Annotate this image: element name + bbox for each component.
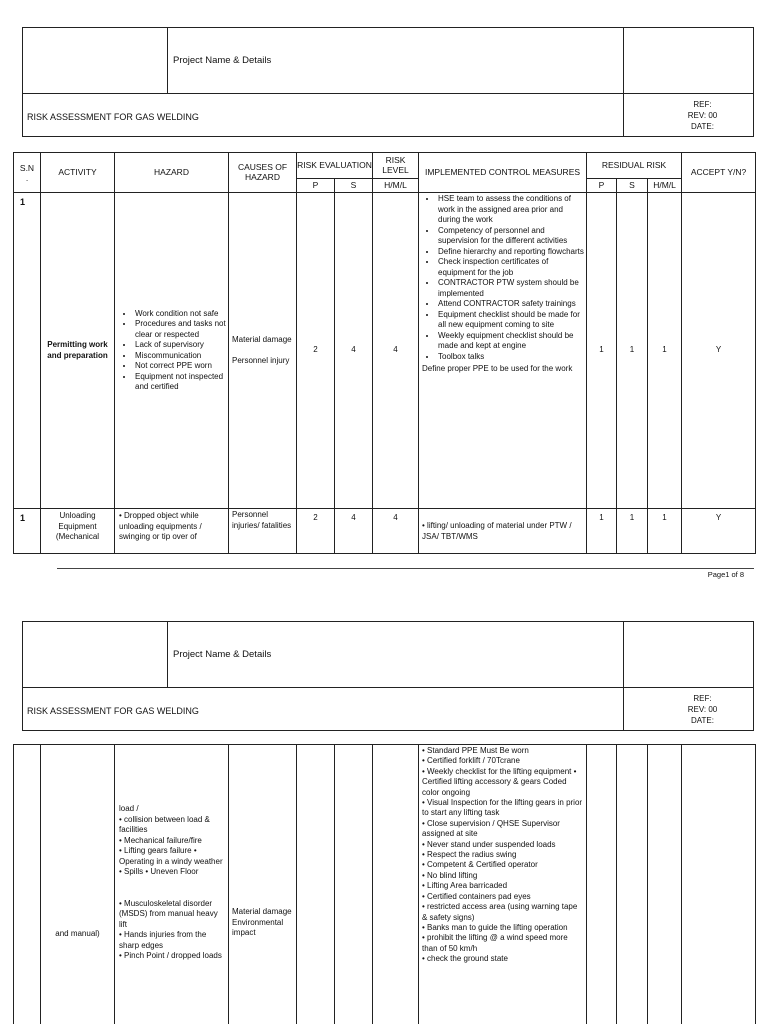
rev-label: REV: 00 xyxy=(687,704,718,714)
row-res-hml: 1 xyxy=(648,193,682,509)
ref-block xyxy=(624,94,754,137)
control-item: • Close supervision / QHSE Supervisor assigned at site xyxy=(422,818,560,839)
row-s xyxy=(335,745,373,1024)
control-item: • Weekly checklist for the lifting equipment • Certified lifting accessory & gears Coded color ongoing xyxy=(422,766,577,797)
project-name: Project Name & Details xyxy=(168,622,624,688)
table-row xyxy=(14,193,756,509)
hazard-item: • Work condition not safe xyxy=(134,309,228,320)
row-accept: Y xyxy=(682,193,756,509)
table-row xyxy=(14,509,756,554)
header-s: S xyxy=(335,179,373,193)
row-controls: • lifting/ unloading of material under PTW / JSA/ TBT/WMS xyxy=(419,509,587,554)
header-residual-risk: RESIDUAL RISK xyxy=(587,153,682,179)
hazard-item: • Miscommunication xyxy=(134,351,228,362)
header-p: P xyxy=(297,179,335,193)
control-item: • Equipment checklist should be made for all new equipment coming to site xyxy=(437,310,584,331)
header-res-p: P xyxy=(587,179,617,193)
control-item: • Weekly equipment checklist should be made and kept at engine xyxy=(437,331,584,352)
control-item: • HSE team to assess the conditions of work in the assigned area prior and during the work xyxy=(437,194,584,226)
header-activity: ACTIVITY xyxy=(41,153,115,193)
controls-note: Define proper PPE to be used for the work xyxy=(422,364,573,373)
row-res-p: 1 xyxy=(587,193,617,509)
row-activity: Unloading Equipment (Mechanical xyxy=(41,509,115,554)
row-p xyxy=(297,745,335,1024)
hazard-item: • Equipment not inspected and certified xyxy=(134,372,228,393)
hazard-item: • Hands injuries from the sharp edges xyxy=(119,930,207,950)
risk-table-continued xyxy=(13,744,756,1024)
row-res-s: 1 xyxy=(617,509,648,554)
control-item: • Visual Inspection for the lifting gears in prior to start any lifting task xyxy=(422,798,583,818)
control-item: • Standard PPE Must Be worn xyxy=(422,746,529,755)
document-header-page2 xyxy=(22,621,754,731)
ref-block xyxy=(624,688,754,731)
control-item: • Check inspection certificates of equipment for the job xyxy=(437,257,584,278)
header-risk-evaluation: RISK EVALUATION xyxy=(297,153,373,179)
logo-cell xyxy=(23,622,168,688)
row-causes: Material damage Environmental impact xyxy=(229,745,297,1024)
control-item: • Competent & Certified operator xyxy=(422,860,538,870)
hazard-item: load / xyxy=(119,804,139,813)
hazard-item: • collision between load & facilities xyxy=(119,814,210,834)
header-blank-cell xyxy=(624,622,754,688)
logo-cell xyxy=(23,28,168,94)
date-label: DATE: xyxy=(691,715,714,725)
project-name: Project Name & Details xyxy=(168,28,624,94)
row-sn: 1 xyxy=(14,193,41,509)
control-item: • Define hierarchy and reporting flowcharts xyxy=(437,247,584,258)
control-item: • Lifting Area barricaded xyxy=(422,881,508,891)
row-sn: 1 xyxy=(14,509,41,554)
row-hazards xyxy=(115,745,229,1024)
row-controls xyxy=(419,745,587,1024)
ref-label: REF: xyxy=(693,99,712,109)
control-item: • prohibit the lifting @ a wind speed more than of 50 km/h xyxy=(422,933,568,953)
control-item: • restricted access area (using warning tape & safety signs) xyxy=(422,902,578,922)
date-label: DATE: xyxy=(691,121,714,131)
header-controls: IMPLEMENTED CONTROL MEASURES xyxy=(419,153,587,193)
row-hazards xyxy=(115,193,229,509)
control-item: • No blind lifting xyxy=(422,870,478,880)
hazard-item: • Mechanical failure/fire xyxy=(119,835,202,845)
control-item: • Certified forklift / 70Tcrane xyxy=(422,756,520,766)
row-causes: Material damage Personnel injury xyxy=(229,193,297,509)
row-controls xyxy=(419,193,587,509)
risk-table xyxy=(13,152,756,554)
document-title: RISK ASSESSMENT FOR GAS WELDING xyxy=(23,94,624,137)
header-sn: S.N . xyxy=(14,153,41,193)
rev-label: REV: 00 xyxy=(687,110,718,120)
control-item: • Certified containers pad eyes xyxy=(422,891,531,901)
page2-table-clip xyxy=(13,744,756,1024)
page-number: Page1 of 8 xyxy=(707,570,744,579)
ref-label: REF: xyxy=(693,693,712,703)
hazard-item: • Lifting gears failure • Operating in a windy weather • Spills • Uneven Floor xyxy=(119,846,223,876)
row-activity: Permitting work and preparation xyxy=(41,193,115,509)
control-item: • Competency of personnel and supervision for the different activities xyxy=(437,226,584,247)
row-activity: and manual) xyxy=(41,745,115,1024)
hazard-item: • Musculoskeletal disorder (MSDS) from manual heavy lift xyxy=(119,898,218,929)
control-item: • Attend CONTRACTOR safety trainings xyxy=(437,299,584,310)
hazard-item: • Procedures and tasks not clear or respected xyxy=(134,319,228,340)
table-row xyxy=(14,745,756,1024)
row-res-p: 1 xyxy=(587,509,617,554)
hazard-item: • Lack of supervisory xyxy=(134,340,228,351)
row-res-hml: 1 xyxy=(648,509,682,554)
control-item: • check the ground state xyxy=(422,954,508,964)
row-accept: Y xyxy=(682,509,756,554)
row-p: 2 xyxy=(297,509,335,554)
header-res-hml: H/M/L xyxy=(648,179,682,193)
row-s: 4 xyxy=(335,509,373,554)
row-res-s xyxy=(617,745,648,1024)
row-level: 4 xyxy=(373,193,419,509)
row-p: 2 xyxy=(297,193,335,509)
row-accept xyxy=(682,745,756,1024)
header-causes: CAUSES OF HAZARD xyxy=(229,153,297,193)
header-risk-level: RISK LEVEL xyxy=(373,153,419,179)
header-res-s: S xyxy=(617,179,648,193)
header-hml: H/M/L xyxy=(373,179,419,193)
control-item: • Banks man to guide the lifting operation xyxy=(422,922,568,932)
control-item: • Respect the radius swing xyxy=(422,850,517,860)
row-hazards: • Dropped object while unloading equipments / swinging or tip over of xyxy=(115,509,229,554)
control-item: • Never stand under suspended loads xyxy=(422,839,556,849)
row-level xyxy=(373,745,419,1024)
header-hazard: HAZARD xyxy=(115,153,229,193)
row-causes: Personnel injuries/ fatalities xyxy=(229,509,297,554)
row-s: 4 xyxy=(335,193,373,509)
control-item: • Toolbox talks xyxy=(437,352,584,363)
header-accept: ACCEPT Y/N? xyxy=(682,153,756,193)
hazard-item: • Pinch Point / dropped loads xyxy=(119,951,222,960)
row-res-hml xyxy=(648,745,682,1024)
row-level: 4 xyxy=(373,509,419,554)
row-res-p xyxy=(587,745,617,1024)
document-header xyxy=(22,27,754,137)
control-item: • CONTRACTOR PTW system should be implemented xyxy=(437,278,584,299)
row-res-s: 1 xyxy=(617,193,648,509)
footer-divider xyxy=(57,568,754,569)
hazard-item: • Not correct PPE worn xyxy=(134,361,228,372)
row-sn xyxy=(14,745,41,1024)
header-blank-cell xyxy=(624,28,754,94)
document-title: RISK ASSESSMENT FOR GAS WELDING xyxy=(23,688,624,731)
